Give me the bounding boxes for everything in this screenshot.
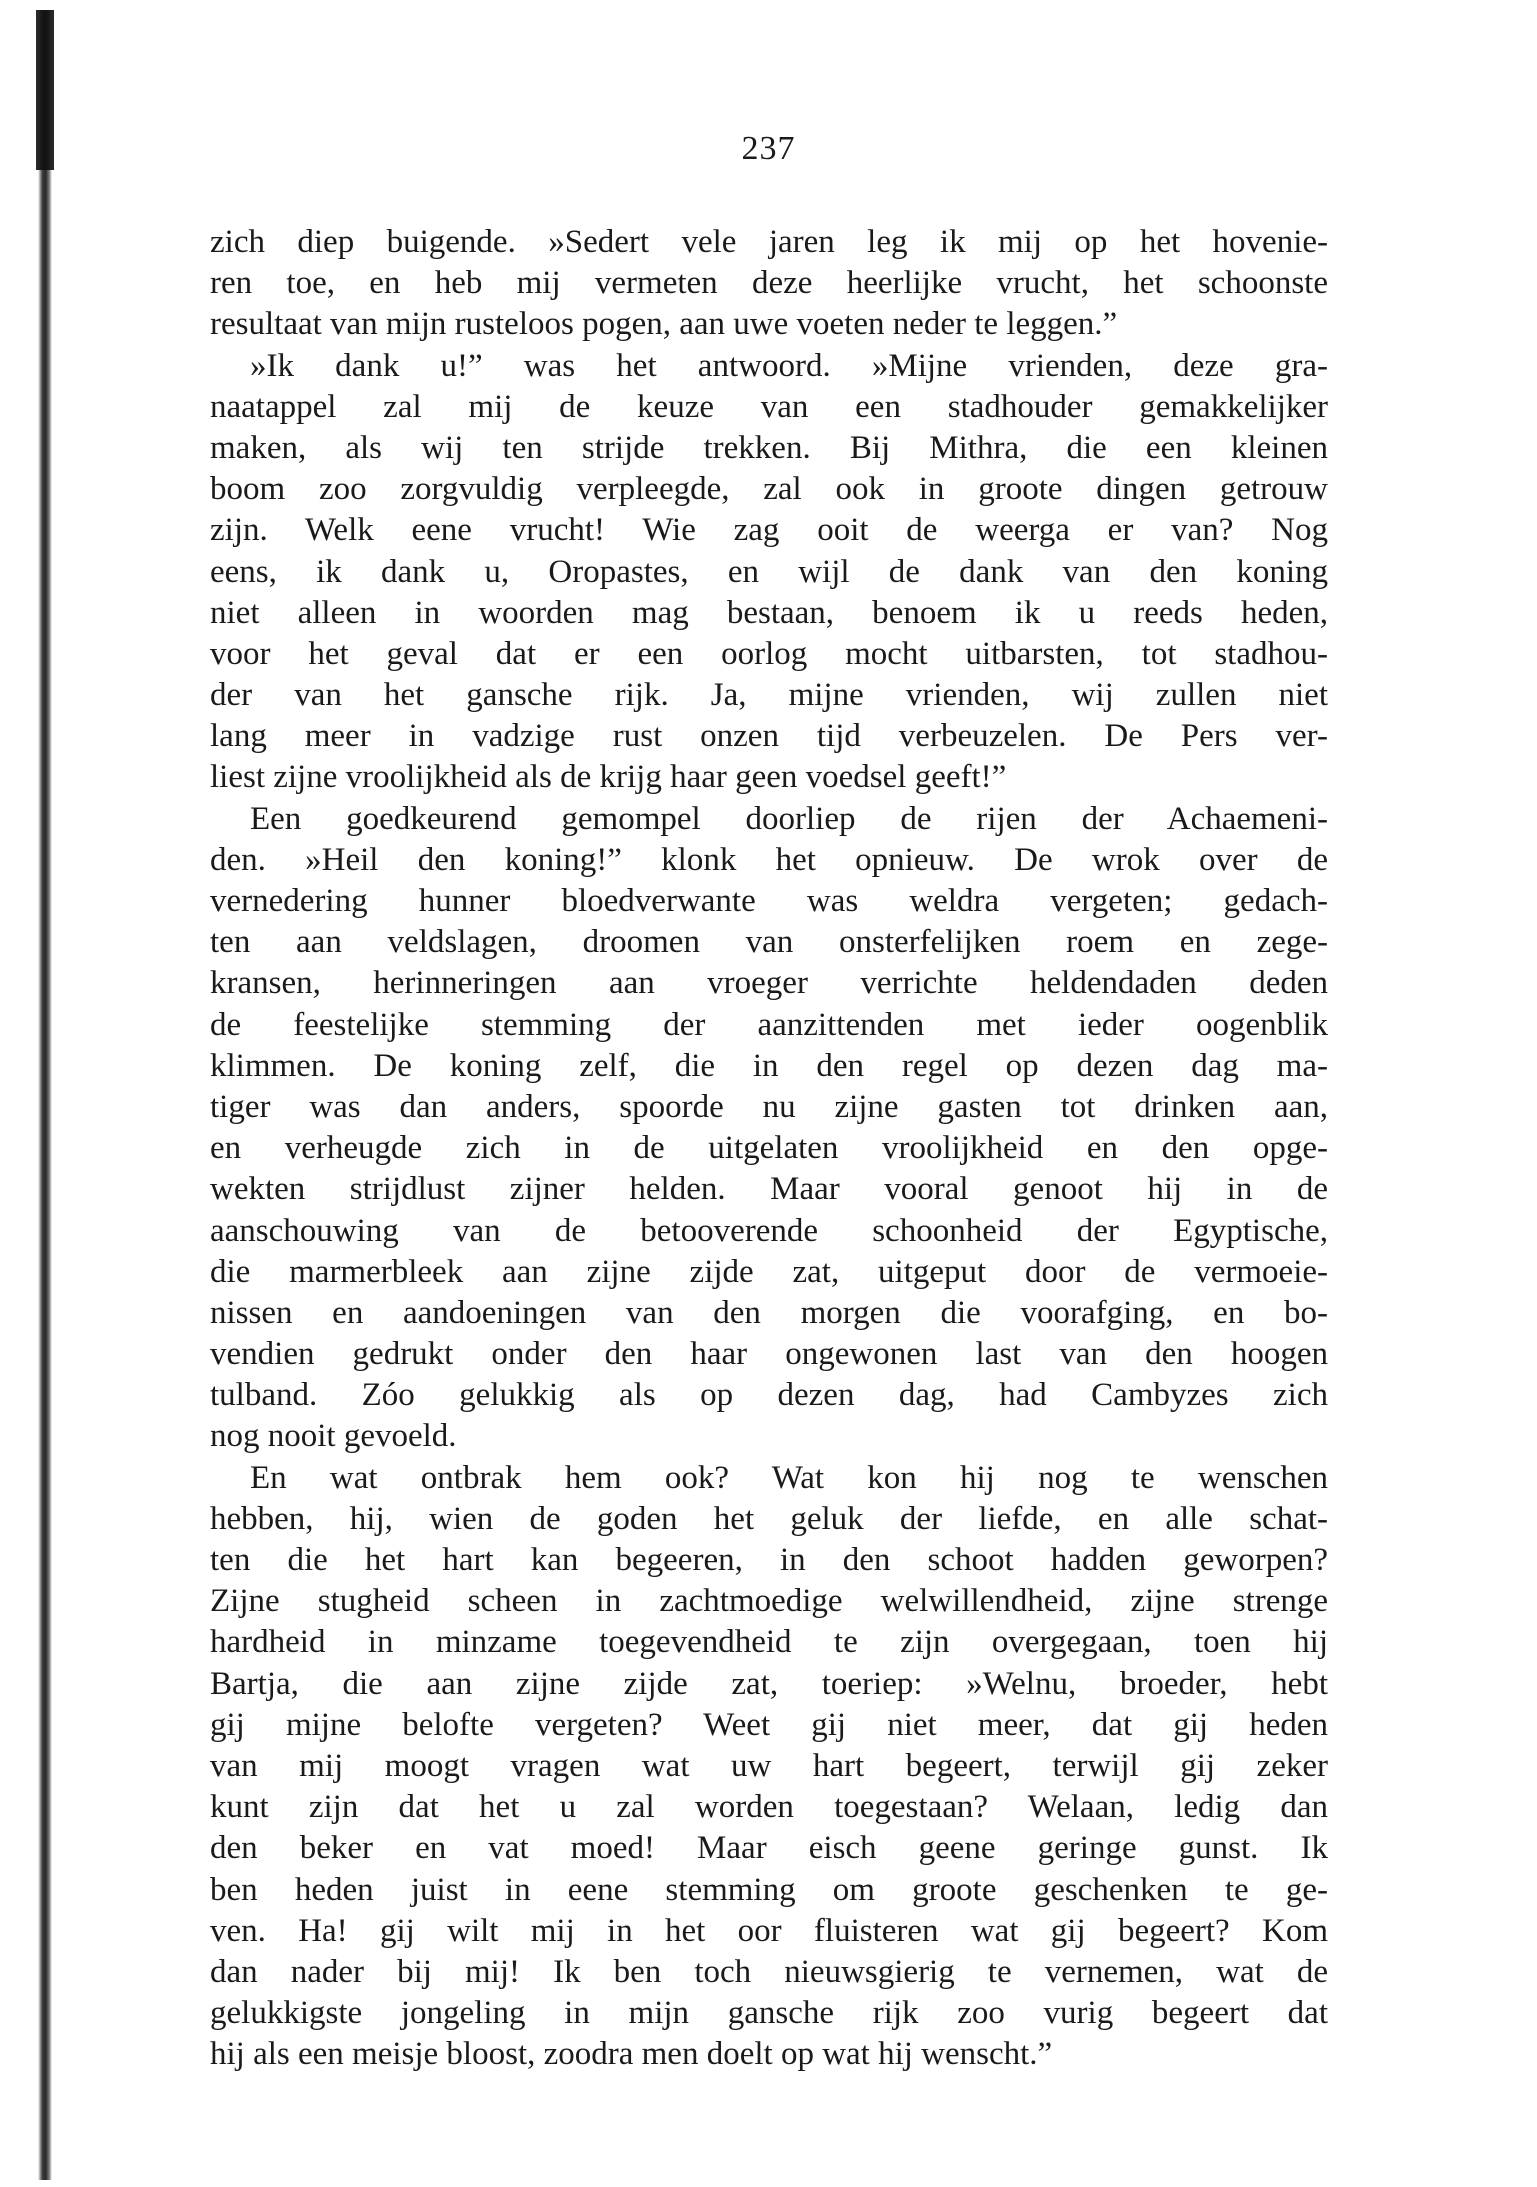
text-line: lang meer in vadzige rust onzen tijd verbeuzelen. De Pers ver- — [210, 718, 1328, 755]
text-line: tulband. Zóo gelukkig als op dezen dag, had Cambyzes zich — [210, 1377, 1328, 1414]
text-line: de feestelijke stemming der aanzittenden met ieder oogenblik — [210, 1006, 1328, 1043]
text-line: Zijne stugheid scheen in zachtmoedige welwillendheid, zijne strenge — [210, 1583, 1328, 1620]
text-line: Een goedkeurend gemompel doorliep de rijen der Achaemeni- — [250, 800, 1328, 837]
text-line: ven. Ha! gij wilt mij in het oor fluisteren wat gij begeert? Kom — [210, 1912, 1328, 1949]
text-line: gelukkigste jongeling in mijn gansche rijk zoo vurig begeert dat — [210, 1995, 1328, 2032]
text-line: niet alleen in woorden mag bestaan, benoem ik u reeds heden, — [210, 594, 1328, 631]
text-line: liest zijne vroolijkheid als de krijg haar geen voedsel geeft!” — [210, 759, 1007, 796]
text-line: boom zoo zorgvuldig verpleegde, zal ook in groote dingen getrouw — [210, 471, 1328, 508]
text-line: nog nooit gevoeld. — [210, 1418, 457, 1455]
text-line: maken, als wij ten strijde trekken. Bij Mithra, die een kleinen — [210, 429, 1328, 466]
text-line: aanschouwing van de betooverende schoonheid der Egyptische, — [210, 1212, 1328, 1249]
text-line: vendien gedrukt onder den haar ongewonen last van den hoogen — [210, 1336, 1328, 1373]
text-line: kunt zijn dat het u zal worden toegestaan? Welaan, ledig dan — [210, 1789, 1328, 1826]
text-line: van mij moogt vragen wat uw hart begeert, terwijl gij zeker — [210, 1747, 1328, 1784]
text-line: zich diep buigende. »Sedert vele jaren leg ik mij op het hovenie- — [210, 224, 1328, 260]
text-line: den. »Heil den koning!” klonk het opnieuw. De wrok over de — [210, 841, 1328, 878]
text-line: der van het gansche rijk. Ja, mijne vrienden, wij zullen niet — [210, 677, 1328, 714]
text-line: ten die het hart kan begeeren, in den schoot hadden geworpen? — [210, 1542, 1328, 1578]
text-line: wekten strijdlust zijner helden. Maar vooral genoot hij in de — [210, 1171, 1328, 1208]
text-line: naatappel zal mij de keuze van een stadhouder gemakkelijker — [210, 388, 1328, 425]
text-line: en verheugde zich in de uitgelaten vroolijkheid en den opge- — [210, 1130, 1328, 1167]
text-line: den beker en vat moed! Maar eisch geene geringe gunst. Ik — [210, 1830, 1328, 1867]
text-line: dan nader bij mij! Ik ben toch nieuwsgierig te vernemen, wat de — [210, 1953, 1328, 1990]
text-line: zijn. Welk eene vrucht! Wie zag ooit de weerga er van? Nog — [210, 512, 1328, 549]
body-text — [210, 222, 1328, 2075]
text-line: ren toe, en heb mij vermeten deze heerlijke vrucht, het schoonste — [210, 265, 1328, 302]
text-line: tiger was dan anders, spoorde nu zijne gasten tot drinken aan, — [210, 1088, 1328, 1125]
text-line: eens, ik dank u, Oropastes, en wijl de dank van den koning — [210, 553, 1328, 590]
binding-edge — [38, 10, 52, 2180]
text-line: ten aan veldslagen, droomen van onsterfelijken roem en zege- — [210, 924, 1328, 961]
text-line: klimmen. De koning zelf, die in den regel op dezen dag ma- — [210, 1047, 1328, 1084]
text-line: kransen, herinneringen aan vroeger verrichte heldendaden deden — [210, 965, 1328, 1002]
text-line: ben heden juist in eene stemming om groote geschenken te ge- — [210, 1871, 1328, 1908]
page-number: 237 — [741, 130, 796, 167]
text-line: die marmerbleek aan zijne zijde zat, uitgeput door de vermoeie- — [210, 1253, 1328, 1290]
text-line: nissen en aandoeningen van den morgen die voorafging, en bo- — [210, 1294, 1328, 1331]
text-line: »Ik dank u!” was het antwoord. »Mijne vrienden, deze gra- — [250, 347, 1328, 384]
text-line: hardheid in minzame toegevendheid te zijn overgegaan, toen hij — [210, 1624, 1328, 1661]
text-line: resultaat van mijn rusteloos pogen, aan uwe voeten neder te leggen.” — [210, 306, 1118, 343]
text-line: vernedering hunner bloedverwante was weldra vergeten; gedach- — [210, 883, 1328, 919]
text-line: En wat ontbrak hem ook? Wat kon hij nog te wenschen — [250, 1459, 1328, 1496]
text-line: Bartja, die aan zijne zijde zat, toeriep: »Welnu, broeder, hebt — [210, 1665, 1328, 1702]
text-line: voor het geval dat er een oorlog mocht uitbarsten, tot stadhou- — [210, 635, 1328, 672]
text-line: hij als een meisje bloost, zoodra men doelt op wat hij wenscht.” — [210, 2036, 1053, 2073]
text-line: gij mijne belofte vergeten? Weet gij niet meer, dat gij heden — [210, 1706, 1328, 1743]
text-line: hebben, hij, wien de goden het geluk der liefde, en alle schat- — [210, 1500, 1328, 1537]
